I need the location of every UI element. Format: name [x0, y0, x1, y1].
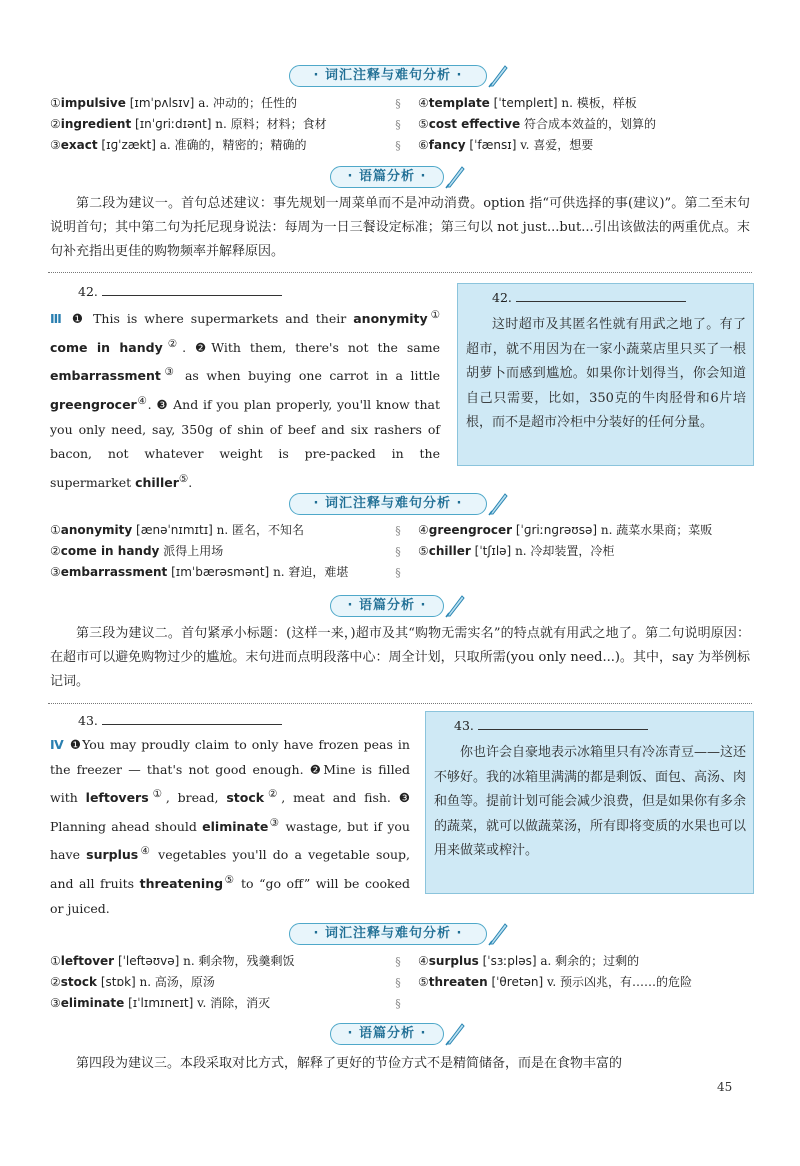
- vocab-item: ④surplus [ˈsɜːpləs] a. 剩余的；过剩的: [418, 954, 640, 968]
- vocab-item: ⑥fancy [ˈfænsɪ] v. 喜爱，想要: [418, 138, 594, 152]
- passage-paragraph-4: Ⅳ ❶You may proudly claim to only have frozen peas in the freezer — that's not good enough. ❷Mine is filled with leftovers①, bread, stock②, meat and fish. ❸ Planning ahead should eliminate③ wastage, but if you have surplus④ vegetables you'll do a vegetable soup, and all fruits threatening⑤ to “go off” will be cooked or juiced.: [50, 737, 411, 916]
- analysis-paragraph: 第四段为建议三。本段采取对比方式，解释了更好的节俭方式不是精简储备，而是在食物丰富的: [76, 1056, 623, 1071]
- header-label: · 语篇分析 ·: [330, 1023, 444, 1045]
- chain-divider: § § §: [395, 524, 401, 579]
- header-label: · 词汇注释与难句分析 ·: [289, 923, 487, 945]
- vocab-list-right: [418, 93, 758, 156]
- vocab-item: ①leftover [ˈleftəʊvə] n. 剩余物，残羹剩饭: [50, 954, 295, 968]
- answer-box-43: [425, 711, 754, 894]
- question-number: 42.: [78, 284, 98, 299]
- vocab-item: ②ingredient [ɪnˈɡriːdɪənt] n. 原料；材料；食材: [50, 117, 327, 131]
- vocab-item: ①anonymity [ænəˈnɪmɪtɪ] n. 匿名，不知名: [50, 523, 305, 537]
- answer-translation: 你也许会自豪地表示冰箱里只有冷冻青豆——这还不够好。我的冰箱里满满的都是剩饭、面包、高汤、肉和鱼等。提前计划可能会减少浪费，但是如果你有多余的蔬菜，就可以做蔬菜汤，所有即将变质的水果也可以用来做菜或榨汁。: [434, 745, 747, 858]
- chain-divider: § § §: [395, 97, 401, 152]
- quill-pen-icon: [487, 490, 509, 516]
- section-header-vocab: [0, 490, 800, 516]
- section-header-analysis: [0, 592, 800, 618]
- vocab-item: ⑤threaten [ˈθretən] v. 预示凶兆，有……的危险: [418, 975, 693, 989]
- header-label: · 语篇分析 ·: [330, 166, 444, 188]
- quill-pen-icon: [487, 920, 509, 946]
- vocab-item: ④greengrocer [ˈɡriːnɡrəʊsə] n. 蔬菜水果商；菜贩: [418, 523, 713, 537]
- vocab-list-right: [418, 520, 758, 562]
- chain-divider: § § §: [395, 955, 401, 1010]
- answer-box-42: [457, 283, 754, 466]
- vocab-item: ②stock [stɒk] n. 高汤，原汤: [50, 975, 215, 989]
- page-number: 45: [717, 1080, 733, 1094]
- vocab-item: ③exact [ɪɡˈzækt] a. 准确的，精密的；精确的: [50, 138, 307, 152]
- section-header-analysis: [0, 163, 800, 189]
- answer-translation: 这时超市及其匿名性就有用武之地了。有了超市，就不用因为在一家小蔬菜店里只买了一根胡萝卜而感到尴尬。如果你计划得当，你会知道自己只需要，比如，350克的牛肉胫骨和6片培根，而不是超市冷柜中分装好的任何分量。: [466, 317, 746, 430]
- header-label: · 词汇注释与难句分析 ·: [289, 493, 487, 515]
- vocab-item: ③embarrassment [ɪmˈbærəsmənt] n. 窘迫，难堪: [50, 565, 349, 579]
- answer-blank: 43.: [454, 718, 648, 733]
- quill-pen-icon: [487, 62, 509, 88]
- vocab-list-left: [50, 951, 390, 1014]
- quill-pen-icon: [444, 163, 466, 189]
- dotted-divider: [48, 272, 752, 273]
- vocab-item: ⑤cost effective 符合成本效益的，划算的: [418, 117, 656, 131]
- vocab-item: ②come in handy 派得上用场: [50, 544, 224, 558]
- section-header-vocab: [0, 920, 800, 946]
- vocab-list-left: [50, 520, 390, 583]
- analysis-paragraph: 第二段为建议一。首句总述建议：事先规划一周菜单而不是冲动消费。option 指“可供选择的事(建议)”。第二至末句说明首句；其中第二句为托尼现身说法：每周为一日三餐设定标准；第三句以 not just...but...引出该做法的两重优点。末句补充指出更佳的购物频率并解释原因。: [50, 196, 750, 259]
- section-header-analysis: [0, 1020, 800, 1046]
- section-header-vocab: [0, 62, 800, 88]
- analysis-paragraph: 第三段为建议二。首句紧承小标题：(这样一来，)超市及其“购物无需实名”的特点就有用武之地了。第二句说明原因：在超市可以避免购物过少的尴尬。末句进而点明段落中心：周全计划，只取所需(you only need...)。其中，say 为举例标记词。: [50, 626, 750, 689]
- question-42-blank[interactable]: [78, 284, 282, 299]
- header-label: · 词汇注释与难句分析 ·: [289, 65, 487, 87]
- quill-pen-icon: [444, 592, 466, 618]
- question-43-blank[interactable]: [78, 713, 282, 728]
- quill-pen-icon: [444, 1020, 466, 1046]
- header-label: · 语篇分析 ·: [330, 595, 444, 617]
- vocab-item: ④template [ˈtempleɪt] n. 模板，样板: [418, 96, 637, 110]
- vocab-list-left: [50, 93, 390, 156]
- vocab-item: ⑤chiller [ˈtʃɪlə] n. 冷却装置，冷柜: [418, 544, 615, 558]
- vocab-item: ①impulsive [ɪmˈpʌlsɪv] a. 冲动的；任性的: [50, 96, 297, 110]
- answer-blank: 42.: [492, 290, 686, 305]
- vocab-item: ③eliminate [ɪˈlɪmɪneɪt] v. 消除，消灭: [50, 996, 271, 1010]
- dotted-divider: [48, 703, 752, 704]
- vocab-list-right: [418, 951, 758, 993]
- passage-paragraph-3: Ⅲ ❶ This is where supermarkets and their anonymity① come in handy②. ❷With them, there's not the same embarrassment③ as when buying one carrot in a little greengrocer④. ❸ And if you plan properly, you'll know that you only need, say, 350g of shin of beef and six rashers of bacon, not whatever weight is pre-packed in the supermarket chiller⑤.: [50, 309, 441, 490]
- question-number: 43.: [78, 713, 98, 728]
